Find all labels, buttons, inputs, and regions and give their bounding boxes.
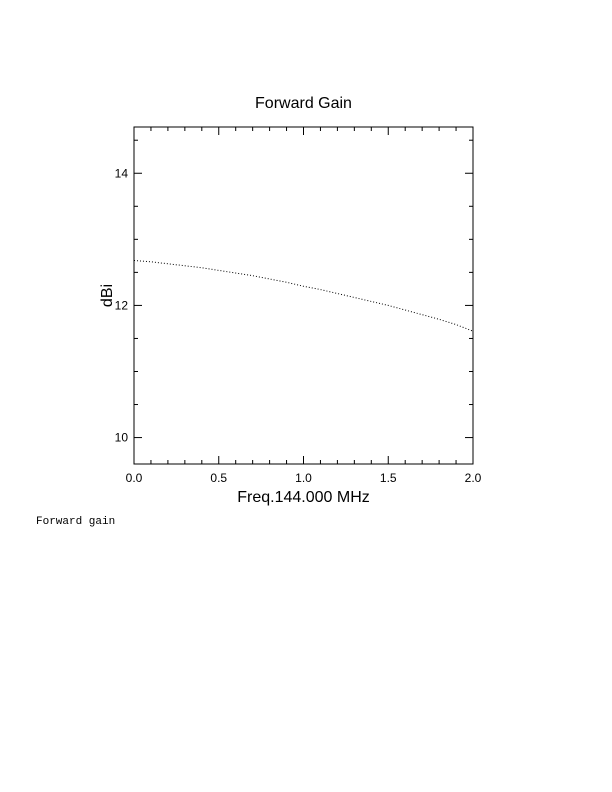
major-ticks [134, 127, 473, 464]
x-tick-label: 1.0 [295, 471, 312, 485]
y-tick-label: 12 [114, 298, 128, 313]
x-tick-label: 0.0 [125, 471, 143, 485]
y-tick-label: 10 [114, 430, 128, 445]
y-axis-label: dBi [99, 283, 116, 308]
tick-labels [115, 166, 482, 485]
x-tick-label: 0.5 [210, 471, 228, 485]
caption-text: Forward gain [36, 516, 116, 528]
y-tick-label: 14 [114, 166, 128, 181]
series-line [134, 260, 473, 331]
x-tick-label: 2.0 [464, 471, 482, 485]
x-tick-label: 1.5 [379, 471, 397, 485]
x-axis-label: Freq.144.000 MHz [237, 489, 370, 506]
plot-frame [134, 127, 473, 464]
chart-title: Forward Gain [255, 95, 352, 112]
minor-ticks [134, 127, 473, 464]
